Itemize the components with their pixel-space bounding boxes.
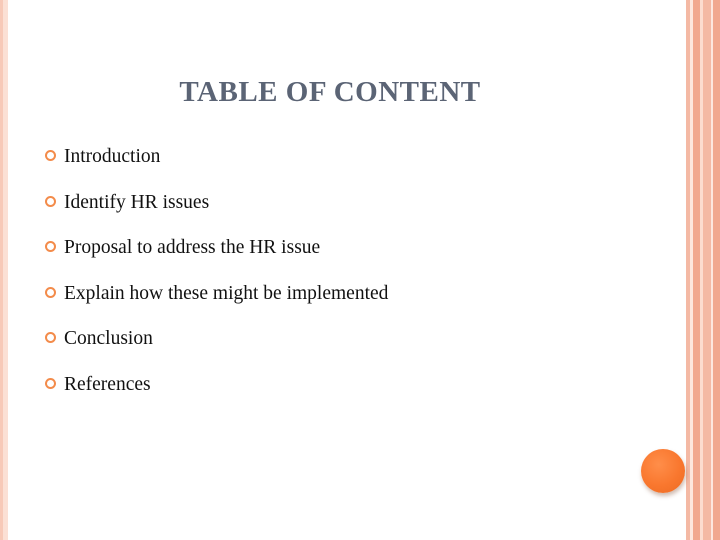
ring-bullet-icon (44, 326, 64, 350)
list-item (44, 144, 388, 190)
list-item (44, 326, 388, 372)
list-item-label: Conclusion (64, 328, 153, 349)
ring-bullet-icon (44, 235, 64, 259)
left-border-decoration (0, 0, 8, 540)
ring-bullet-icon (44, 281, 64, 305)
stripe (713, 0, 720, 540)
list-item (44, 190, 388, 236)
list-item (44, 281, 388, 327)
list-item-label: Identify HR issues (64, 191, 210, 213)
bullet-list (44, 144, 388, 417)
ring-bullet-icon (44, 144, 64, 168)
list-item (44, 235, 388, 281)
list-item-label: Explain how these might be implemented (64, 282, 389, 304)
ring-bullet-icon (44, 190, 64, 214)
orange-circle-icon (641, 449, 685, 493)
slide-title: TABLE OF CONTENT (179, 76, 481, 108)
list-item-label: Proposal to address the HR issue (64, 237, 321, 258)
stripe (703, 0, 711, 540)
list-item-label: Introduction (64, 146, 161, 167)
right-stripe-decoration (686, 0, 720, 540)
stripe (693, 0, 700, 540)
list-item-label: References (64, 373, 151, 395)
ring-bullet-icon (44, 372, 64, 396)
list-item (44, 372, 388, 418)
